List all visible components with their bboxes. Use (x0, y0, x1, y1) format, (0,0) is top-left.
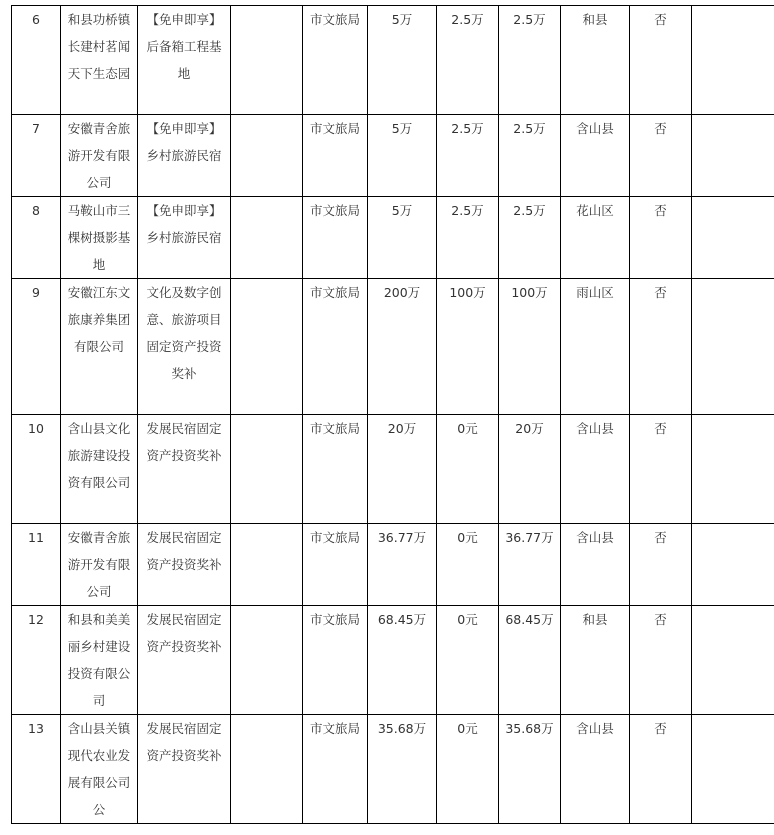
row-number: 10 (12, 415, 61, 524)
project-name: 【免申即享】后备箱工程基地 (138, 6, 231, 115)
district: 花山区 (561, 197, 630, 279)
department: 市文旅局 (303, 415, 368, 524)
district: 和县 (561, 6, 630, 115)
paid-amount: 0元 (437, 606, 499, 715)
company-name: 马鞍山市三棵树摄影基地 (61, 197, 138, 279)
project-name: 发展民宿固定资产投资奖补 (138, 415, 231, 524)
district: 雨山区 (561, 279, 630, 415)
company-name: 含山县文化旅游建设投资有限公司 (61, 415, 138, 524)
current-amount: 2.5万 (499, 115, 561, 197)
flag: 否 (630, 524, 692, 606)
project-name: 文化及数字创意、旅游项目固定资产投资奖补 (138, 279, 231, 415)
empty-cell (231, 715, 303, 824)
project-name: 【免申即享】乡村旅游民宿 (138, 115, 231, 197)
empty-cell (692, 415, 774, 524)
paid-amount: 2.5万 (437, 197, 499, 279)
district: 含山县 (561, 115, 630, 197)
company-name: 安徽青舍旅游开发有限公司 (61, 524, 138, 606)
total-amount: 5万 (368, 197, 437, 279)
paid-amount: 0元 (437, 524, 499, 606)
total-amount: 5万 (368, 115, 437, 197)
flag: 否 (630, 606, 692, 715)
table-row (12, 279, 774, 415)
total-amount: 5万 (368, 6, 437, 115)
row-number: 12 (12, 606, 61, 715)
company-name: 和县功桥镇长建村茗闻天下生态园 (61, 6, 138, 115)
flag: 否 (630, 6, 692, 115)
project-name: 发展民宿固定资产投资奖补 (138, 715, 231, 824)
table-row (12, 715, 774, 824)
total-amount: 200万 (368, 279, 437, 415)
district: 含山县 (561, 715, 630, 824)
empty-cell (692, 715, 774, 824)
department: 市文旅局 (303, 279, 368, 415)
current-amount: 35.68万 (499, 715, 561, 824)
flag: 否 (630, 197, 692, 279)
company-name: 和县和美美丽乡村建设投资有限公司 (61, 606, 138, 715)
department: 市文旅局 (303, 715, 368, 824)
district: 含山县 (561, 524, 630, 606)
company-name: 含山县关镇现代农业发展有限公司公 (61, 715, 138, 824)
empty-cell (231, 197, 303, 279)
department: 市文旅局 (303, 6, 368, 115)
current-amount: 100万 (499, 279, 561, 415)
paid-amount: 0元 (437, 715, 499, 824)
department: 市文旅局 (303, 197, 368, 279)
department: 市文旅局 (303, 606, 368, 715)
row-number: 11 (12, 524, 61, 606)
paid-amount: 100万 (437, 279, 499, 415)
row-number: 9 (12, 279, 61, 415)
empty-cell (231, 606, 303, 715)
empty-cell (231, 115, 303, 197)
flag: 否 (630, 279, 692, 415)
district: 和县 (561, 606, 630, 715)
table-row (12, 524, 774, 606)
subsidy-table (11, 5, 774, 824)
empty-cell (231, 415, 303, 524)
flag: 否 (630, 715, 692, 824)
empty-cell (231, 279, 303, 415)
row-number: 8 (12, 197, 61, 279)
current-amount: 2.5万 (499, 197, 561, 279)
table-row (12, 197, 774, 279)
empty-cell (231, 524, 303, 606)
company-name: 安徽江东文旅康养集团有限公司 (61, 279, 138, 415)
total-amount: 36.77万 (368, 524, 437, 606)
empty-cell (692, 606, 774, 715)
project-name: 发展民宿固定资产投资奖补 (138, 606, 231, 715)
table-row (12, 415, 774, 524)
row-number: 6 (12, 6, 61, 115)
table-row (12, 115, 774, 197)
flag: 否 (630, 115, 692, 197)
table-row (12, 606, 774, 715)
empty-cell (692, 6, 774, 115)
paid-amount: 2.5万 (437, 6, 499, 115)
company-name: 安徽青舍旅游开发有限公司 (61, 115, 138, 197)
department: 市文旅局 (303, 524, 368, 606)
empty-cell (692, 115, 774, 197)
project-name: 【免申即享】乡村旅游民宿 (138, 197, 231, 279)
current-amount: 68.45万 (499, 606, 561, 715)
paid-amount: 2.5万 (437, 115, 499, 197)
current-amount: 36.77万 (499, 524, 561, 606)
total-amount: 68.45万 (368, 606, 437, 715)
table-row (12, 6, 774, 115)
total-amount: 20万 (368, 415, 437, 524)
total-amount: 35.68万 (368, 715, 437, 824)
current-amount: 20万 (499, 415, 561, 524)
flag: 否 (630, 415, 692, 524)
paid-amount: 0元 (437, 415, 499, 524)
row-number: 7 (12, 115, 61, 197)
empty-cell (692, 524, 774, 606)
empty-cell (692, 279, 774, 415)
district: 含山县 (561, 415, 630, 524)
department: 市文旅局 (303, 115, 368, 197)
project-name: 发展民宿固定资产投资奖补 (138, 524, 231, 606)
current-amount: 2.5万 (499, 6, 561, 115)
row-number: 13 (12, 715, 61, 824)
empty-cell (231, 6, 303, 115)
empty-cell (692, 197, 774, 279)
